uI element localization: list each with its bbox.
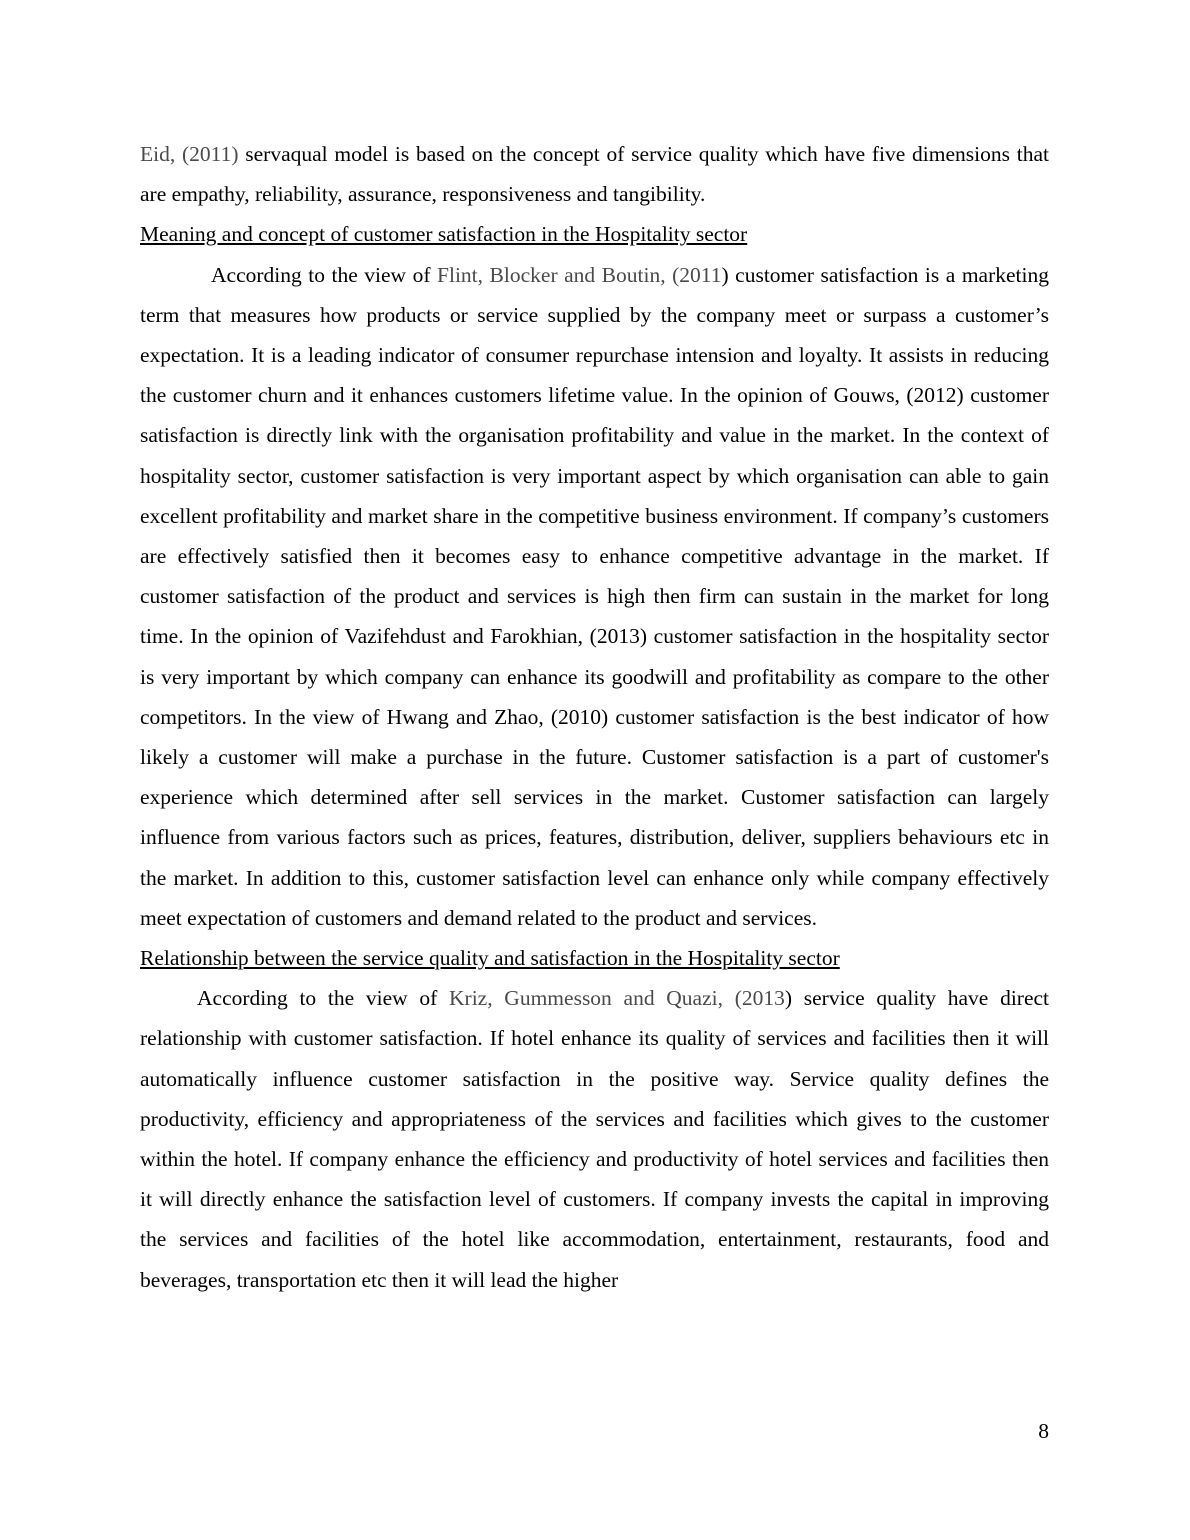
paragraph-customer-satisfaction	[140, 255, 1049, 938]
citation-eid: Eid, (2011)	[140, 142, 239, 166]
paragraph-servqual-text: servaqual model is based on the concept of service quality which have five dimensions that are empathy, reliability, assurance, responsiveness and tangibility.	[140, 142, 1049, 207]
paragraph-service-quality-text: ) service quality have direct relationship with customer satisfaction. If hotel enhance its quality of services and facilities then it will automatically influence customer satisfaction in the positive way. Service quality defines the productivity, efficiency and appropriateness of the services and facilities which gives to the customer within the hotel. If company enhance the efficiency and productivity of hotel services and facilities then it will directly enhance the satisfaction level of customers. If company invests the capital in improving the services and facilities of the hotel like accommodation, entertainment, restaurants, food and beverages, transportation etc then it will lead the higher	[140, 986, 1050, 1292]
document-page	[140, 134, 1049, 1300]
citation-kriz: Kriz, Gummesson and Quazi, (2013	[449, 986, 785, 1011]
section-heading-service-quality-relationship: Relationship between the service quality and satisfaction in the Hospitality sector	[140, 946, 840, 971]
paragraph-customer-satisfaction-text: ) customer satisfaction is a marketing term that measures how products or service supplied by the company meet or surpass a customer’s expectation. It is a leading indicator of consumer repurchase intension and loyalty. It assists in reducing the customer churn and it enhances customers lifetime value. In the opinion of Gouws, (2012) customer satisfaction is directly link with the organisation profitability and value in the market. In the context of hospitality sector, customer satisfaction is very important aspect by which organisation can able to gain excellent profitability and market share in the competitive business environment. If company’s customers are effectively satisfied then it becomes easy to enhance competitive advantage in the market. If customer satisfaction of the product and services is high then firm can sustain in the market for long time. In the opinion of Vazifehdust and Farokhian, (2013) customer satisfaction in the hospitality sector is very important by which company can enhance its goodwill and profitability as compare to the other competitors. In the view of Hwang and Zhao, (2010) customer satisfaction is the best indicator of how likely a customer will make a purchase in the future. Customer satisfaction is a part of customer's experience which determined after sell services in the market. Customer satisfaction can largely influence from various factors such as prices, features, distribution, deliver, suppliers behaviours etc in the market. In addition to this, customer satisfaction level can enhance only while company effectively meet expectation of customers and demand related to the product and services.	[140, 262, 1050, 930]
page-number: 8	[1038, 1419, 1049, 1443]
paragraph-servqual	[140, 134, 1049, 214]
paragraph-service-quality	[140, 978, 1049, 1300]
paragraph-lead: According to the view of	[197, 986, 450, 1011]
section-heading-customer-satisfaction: Meaning and concept of customer satisfaction in the Hospitality sector	[140, 222, 748, 247]
paragraph-lead: According to the view of	[211, 262, 438, 287]
citation-flint: Flint, Blocker and Boutin, (2011	[437, 262, 722, 287]
